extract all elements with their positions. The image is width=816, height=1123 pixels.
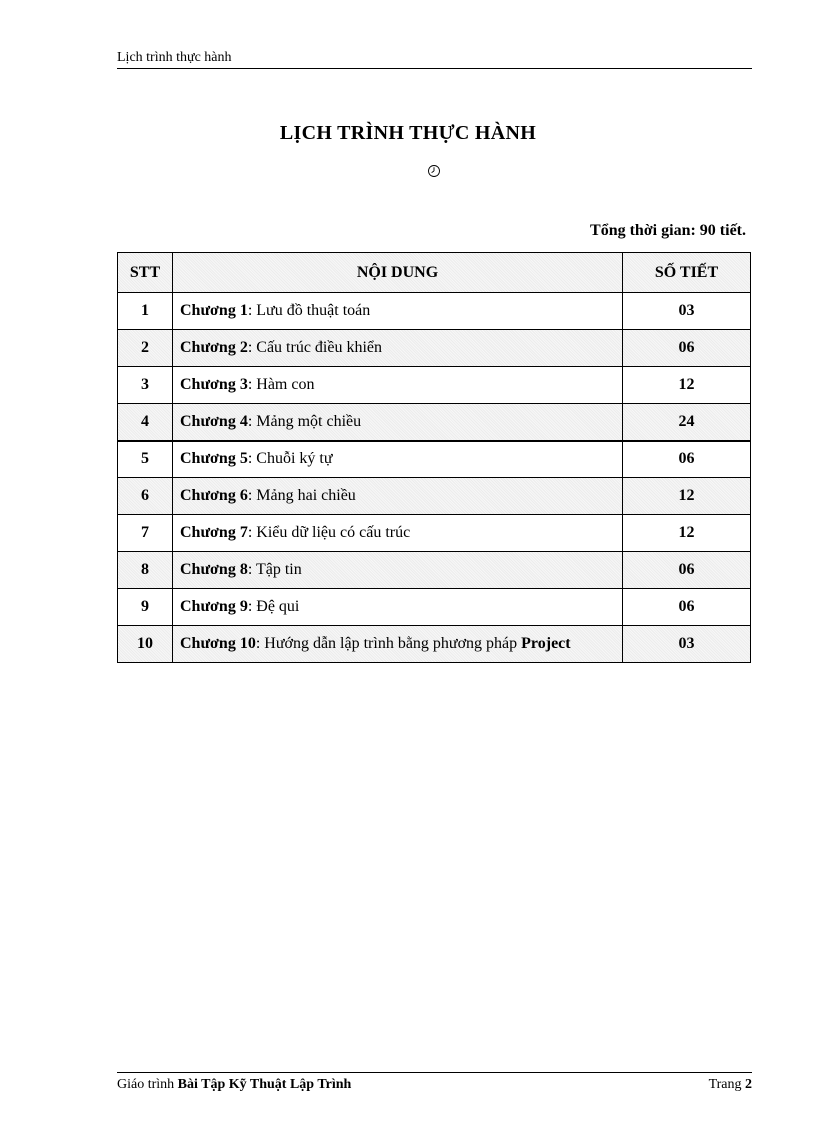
row-stt: 9	[118, 589, 173, 626]
table-header-row	[118, 253, 751, 293]
table-row	[118, 367, 751, 404]
chapter-label: Chương 1	[180, 302, 248, 319]
chapter-label: Chương 4	[180, 412, 248, 430]
footer-book-title: Bài Tập Kỹ Thuật Lập Trình	[177, 1077, 352, 1092]
row-content	[173, 626, 623, 663]
row-stt: 6	[118, 478, 173, 515]
row-stt: 2	[118, 330, 173, 367]
row-stt: 7	[118, 515, 173, 552]
row-hours: 24	[623, 404, 751, 441]
row-hours: 06	[623, 589, 751, 626]
row-content	[173, 293, 623, 330]
table-row	[118, 293, 751, 330]
chapter-separator: :	[247, 339, 257, 356]
chapter-topic: Mảng một chiều	[256, 412, 362, 430]
chapter-separator: :	[247, 598, 257, 615]
total-time: Tổng thời gian: 90 tiết.	[590, 222, 746, 239]
table-row	[118, 478, 751, 515]
chapter-topic: Chuỗi ký tự	[256, 450, 333, 468]
row-hours: 12	[623, 515, 751, 552]
row-content	[173, 589, 623, 626]
row-hours: 06	[623, 330, 751, 367]
chapter-separator: :	[255, 635, 265, 652]
row-content	[173, 552, 623, 589]
row-content	[173, 441, 623, 478]
page-number	[709, 1076, 752, 1094]
row-hours: 12	[623, 367, 751, 404]
chapter-separator: :	[247, 450, 257, 468]
table-row	[118, 441, 751, 478]
page-label: Trang	[708, 1077, 745, 1092]
footer-prefix: Giáo trình	[117, 1077, 178, 1092]
table-row	[118, 330, 751, 367]
row-stt: 10	[118, 626, 173, 663]
row-hours: 03	[623, 293, 751, 330]
row-content	[173, 367, 623, 404]
row-stt: 8	[118, 552, 173, 589]
table-row	[118, 515, 751, 552]
row-content	[173, 478, 623, 515]
chapter-separator: :	[247, 376, 257, 393]
schedule-table	[117, 252, 751, 663]
chapter-topic: Cấu trúc điều khiển	[256, 339, 383, 356]
chapter-label: Chương 3	[180, 376, 248, 393]
column-header-hours: SỐ TIẾT	[623, 253, 751, 293]
chapter-topic: Mảng hai chiều	[256, 487, 356, 504]
page-number-value: 2	[745, 1077, 752, 1092]
column-header-content: NỘI DUNG	[173, 253, 623, 293]
row-stt: 5	[118, 441, 173, 478]
row-stt: 1	[118, 293, 173, 330]
chapter-topic: Lưu đồ thuật toán	[256, 302, 371, 319]
row-stt: 3	[118, 367, 173, 404]
row-hours: 06	[623, 552, 751, 589]
chapter-separator: :	[247, 487, 257, 504]
running-header-title: Lịch trình thực hành	[117, 50, 232, 65]
chapter-topic: Tập tin	[255, 561, 302, 578]
chapter-label: Chương 9	[180, 598, 248, 615]
chapter-label: Chương 7	[180, 524, 248, 541]
chapter-topic: Hướng dẫn lập trình bằng phương pháp	[264, 635, 522, 652]
running-header	[117, 49, 752, 69]
page-title: LỊCH TRÌNH THỰC HÀNH	[279, 122, 537, 144]
chapter-label: Chương 8	[180, 561, 248, 578]
chapter-topic: Kiểu dữ liệu có cấu trúc	[256, 524, 411, 541]
column-header-stt: STT	[118, 253, 173, 293]
table-row	[118, 589, 751, 626]
table-row	[118, 626, 751, 663]
chapter-label: Chương 5	[180, 450, 248, 468]
chapter-topic: Đệ qui	[256, 598, 300, 615]
row-hours: 06	[623, 441, 751, 478]
row-hours: 12	[623, 478, 751, 515]
clock-icon	[427, 164, 441, 178]
table-row	[118, 552, 751, 589]
row-content	[173, 330, 623, 367]
chapter-topic: Hàm con	[256, 376, 315, 393]
running-footer	[117, 1072, 752, 1094]
row-content	[173, 404, 623, 441]
chapter-label: Chương 10	[180, 635, 256, 652]
chapter-separator: :	[247, 561, 256, 578]
row-hours: 03	[623, 626, 751, 663]
chapter-label: Chương 2	[180, 339, 248, 356]
chapter-separator: :	[247, 524, 257, 541]
row-stt: 4	[118, 404, 173, 441]
chapter-separator: :	[247, 412, 257, 430]
row-content	[173, 515, 623, 552]
chapter-label: Chương 6	[180, 487, 248, 504]
chapter-topic-emphasis: Project	[521, 635, 571, 652]
chapter-separator: :	[247, 302, 257, 319]
table-row	[118, 404, 751, 441]
